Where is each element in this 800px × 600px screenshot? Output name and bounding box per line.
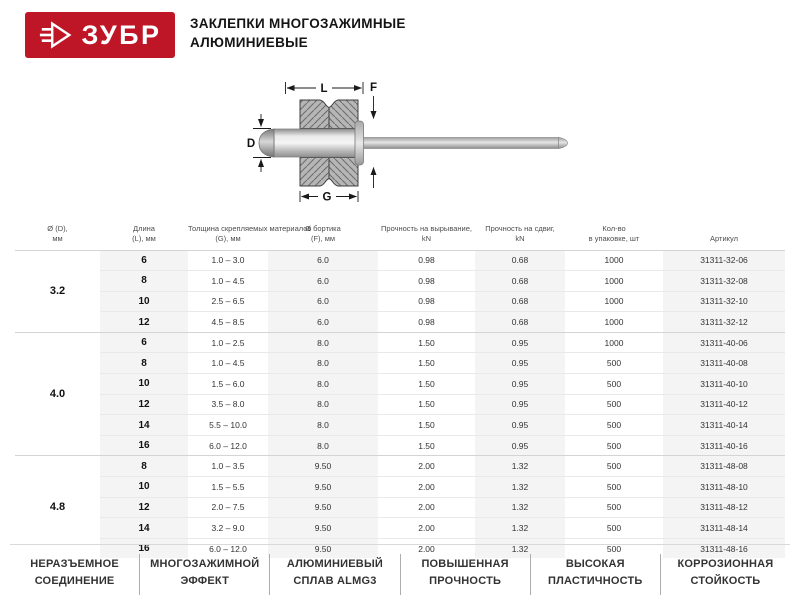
table-row [15,415,785,436]
cell-length: 8 [100,456,188,477]
col-header-line1: Кол-во [602,224,626,234]
col-header-line2: kN [515,234,525,244]
cell-pullout-strength: 1.50 [378,332,475,353]
table-row [15,271,785,292]
dim-label-F: F [369,82,378,94]
cell-qty: 500 [565,394,663,415]
table-row [15,312,785,333]
col-header-line2: (G), мм [215,234,241,244]
cell-grip-range: 1.5 – 6.0 [188,374,268,395]
cell-shear-strength: 1.32 [475,518,565,539]
cell-length: 12 [100,394,188,415]
cell-grip-range: 3.5 – 8.0 [188,394,268,415]
cell-pullout-strength: 0.98 [378,271,475,292]
cell-article: 31311-48-16 [663,538,785,558]
feature-line1: КОРРОЗИОННАЯ [677,558,774,570]
col-header-line2: kN [421,234,432,244]
cell-length: 16 [100,435,188,456]
cell-qty: 500 [606,440,622,451]
cell-flange-diameter: 9.50 [268,477,378,498]
cell-pullout-strength: 0.98 [378,291,475,312]
col-header-line1: Ø бортика [305,224,341,234]
cell-article: 31311-32-10 [663,291,785,312]
cell-grip-range: 3.2 – 9.0 [188,518,268,539]
col-header-2 [100,222,188,250]
cell-length: 16 [100,538,188,558]
cell-pullout-strength: 0.98 [418,317,435,328]
col-header-5 [378,222,475,250]
cell-qty: 1000 [565,250,663,271]
cell-flange-diameter: 9.50 [268,456,378,477]
table-row [15,291,785,312]
cell-shear-strength: 0.95 [475,415,565,436]
table-row [15,477,785,498]
cell-grip-range: 1.5 – 5.5 [188,477,268,498]
cell-flange-diameter: 9.50 [268,538,378,558]
cell-qty: 500 [565,374,663,395]
cell-shear-strength: 1.32 [475,456,565,477]
cell-article: 31311-48-08 [663,456,785,477]
spec-table-header [15,222,785,250]
cell-flange-diameter: 6.0 [268,250,378,271]
cell-article: 31311-48-12 [663,497,785,518]
cell-article: 31311-40-08 [663,353,785,374]
col-header-6 [475,222,565,250]
cell-article: 31311-40-06 [663,332,785,353]
cell-shear-strength: 0.95 [475,394,565,415]
zubr-arrow-icon [38,18,74,52]
cell-grip-range: 6.0 – 12.0 [209,440,247,451]
page-title [190,15,406,53]
feature-line2: ПРОЧНОСТЬ [429,574,502,587]
cell-grip-range: 5.5 – 10.0 [188,415,268,436]
cell-length: 8 [100,353,188,374]
cell-shear-strength: 0.68 [475,291,565,312]
cell-flange-diameter: 8.0 [268,394,378,415]
table-row [15,497,785,518]
cell-pullout-strength: 2.00 [378,497,475,518]
cell-length: 10 [100,477,188,498]
col-header-line1: Артикул [710,234,738,244]
cell-flange-diameter: 6.0 [268,291,378,312]
cell-pullout-strength: 1.50 [418,440,435,451]
feature-item-4 [400,554,530,595]
feature-line2: ЭФФЕКТ [180,574,230,587]
cell-flange-diameter: 8.0 [268,435,378,456]
cell-length: 12 [100,312,188,333]
cell-pullout-strength: 2.00 [378,477,475,498]
cell-qty: 500 [565,497,663,518]
cell-qty: 1000 [565,271,663,292]
cell-article: 31311-40-14 [663,415,785,436]
cell-pullout-strength: 1.50 [378,415,475,436]
table-row [15,435,785,456]
col-header-7 [565,222,663,250]
cell-grip-range: 1.0 – 2.5 [188,332,268,353]
cell-pullout-strength: 2.00 [378,518,475,539]
cell-length: 14 [100,518,188,539]
cell-qty: 500 [606,543,622,554]
cell-article: 31311-40-12 [663,394,785,415]
table-row [15,394,785,415]
cell-qty: 500 [565,456,663,477]
feature-line1: АЛЮМИНИЕВЫЙ [286,558,384,570]
cell-shear-strength: 0.68 [475,312,565,333]
cell-grip-range: 2.5 – 6.5 [188,291,268,312]
feature-line2: СТОЙКОСТЬ [690,574,761,587]
feature-line1: МНОГОЗАЖИМНОЙ [150,558,260,570]
cell-length: 6 [100,250,188,271]
cell-shear-strength: 1.32 [475,497,565,518]
feature-item-1 [10,554,139,595]
dim-label-L: L [320,83,328,95]
table-row [15,518,785,539]
diameter-group-cell: 4.0 [15,332,100,456]
col-header-8 [663,222,785,250]
brand-name: ЗУБР [81,19,162,50]
cell-shear-strength: 0.95 [475,435,565,456]
diameter-group-cell: 3.2 [15,250,100,332]
cell-qty: 500 [565,415,663,436]
cell-qty: 1000 [565,332,663,353]
cell-flange-diameter: 8.0 [268,415,378,436]
rivet-diagram [230,75,590,205]
cell-flange-diameter: 8.0 [268,374,378,395]
cell-shear-strength: 0.68 [475,271,565,292]
cell-qty: 500 [565,518,663,539]
cell-qty: 1000 [565,291,663,312]
cell-shear-strength: 0.95 [475,374,565,395]
table-row [15,332,785,353]
page-title-line1: ЗАКЛЕПКИ МНОГОЗАЖИМНЫЕ [190,16,406,31]
col-header-line2: мм [52,234,63,244]
page-title-line2: АЛЮМИНИЕВЫЕ [190,34,308,50]
spec-table [15,222,785,558]
dim-label-G: G [322,191,332,204]
cell-pullout-strength: 1.50 [378,374,475,395]
feature-line2: СПЛАВ ALMG3 [293,574,377,587]
table-row [15,374,785,395]
cell-length: 14 [100,415,188,436]
cell-flange-diameter: 9.50 [268,518,378,539]
cell-grip-range: 2.0 – 7.5 [188,497,268,518]
cell-pullout-strength: 2.00 [378,456,475,477]
col-header-1 [15,222,100,250]
col-header-line1: Длина [133,224,155,234]
cell-length: 10 [100,374,188,395]
cell-length: 8 [100,271,188,292]
cell-flange-diameter: 8.0 [268,332,378,353]
feature-item-2 [139,554,269,595]
col-header-line2: в упаковке, шт [588,234,640,244]
cell-shear-strength: 0.68 [475,250,565,271]
feature-line1: НЕРАЗЪЕМНОЕ [30,558,119,570]
cell-article: 31311-48-14 [663,518,785,539]
table-row [15,250,785,271]
cell-grip-range: 1.0 – 4.5 [188,353,268,374]
col-header-line2: (F), мм [310,234,336,244]
cell-pullout-strength: 1.50 [378,353,475,374]
cell-flange-diameter: 8.0 [268,353,378,374]
cell-pullout-strength: 1.50 [378,394,475,415]
cell-article: 31311-32-12 [663,312,785,333]
cell-shear-strength: 1.32 [475,477,565,498]
cell-article: 31311-48-10 [663,477,785,498]
cell-pullout-strength: 2.00 [418,543,435,554]
features-bar [10,544,790,595]
col-header-line1: Ø (D), [47,224,68,234]
feature-item-6 [660,554,790,595]
cell-shear-strength: 0.95 [475,353,565,374]
cell-qty: 500 [565,353,663,374]
col-header-line1: Прочность на сдвиг, [485,224,555,234]
cell-flange-diameter: 6.0 [268,271,378,292]
feature-line2: СОЕДИНЕНИЕ [34,574,115,587]
cell-article: 31311-32-08 [663,271,785,292]
col-header-line1: Прочность на вырывание, [381,224,472,234]
brand-logo [25,12,175,58]
cell-qty: 500 [565,477,663,498]
cell-qty: 1000 [604,317,624,328]
cell-grip-range: 1.0 – 3.0 [188,250,268,271]
table-row [15,456,785,477]
cell-shear-strength: 1.32 [475,538,565,558]
cell-article: 31311-40-10 [663,374,785,395]
feature-line2: ПЛАСТИЧНОСТЬ [548,574,643,587]
diameter-group-cell: 4.8 [15,456,100,558]
cell-article: 31311-40-16 [663,435,785,456]
cell-length: 12 [100,497,188,518]
feature-line1: ВЫСОКАЯ [565,558,625,570]
cell-grip-range: 6.0 – 12.0 [209,543,247,554]
dim-label-D: D [246,138,256,150]
feature-item-5 [530,554,660,595]
cell-flange-diameter: 6.0 [268,312,378,333]
cell-grip-range: 1.0 – 3.5 [188,456,268,477]
col-header-3 [188,222,312,250]
cell-article: 31311-32-06 [663,250,785,271]
table-row [15,353,785,374]
cell-grip-range: 1.0 – 4.5 [188,271,268,292]
cell-shear-strength: 0.95 [475,332,565,353]
feature-item-3 [269,554,399,595]
cell-pullout-strength: 0.98 [378,250,475,271]
feature-line1: ПОВЫШЕННАЯ [421,558,509,570]
cell-flange-diameter: 9.50 [268,497,378,518]
col-header-line2: (L), мм [132,234,156,244]
cell-length: 10 [100,291,188,312]
cell-grip-range: 4.5 – 8.5 [211,317,245,328]
col-header-line1: Толщина скрепляемых материалов [188,224,312,234]
cell-length: 6 [100,332,188,353]
